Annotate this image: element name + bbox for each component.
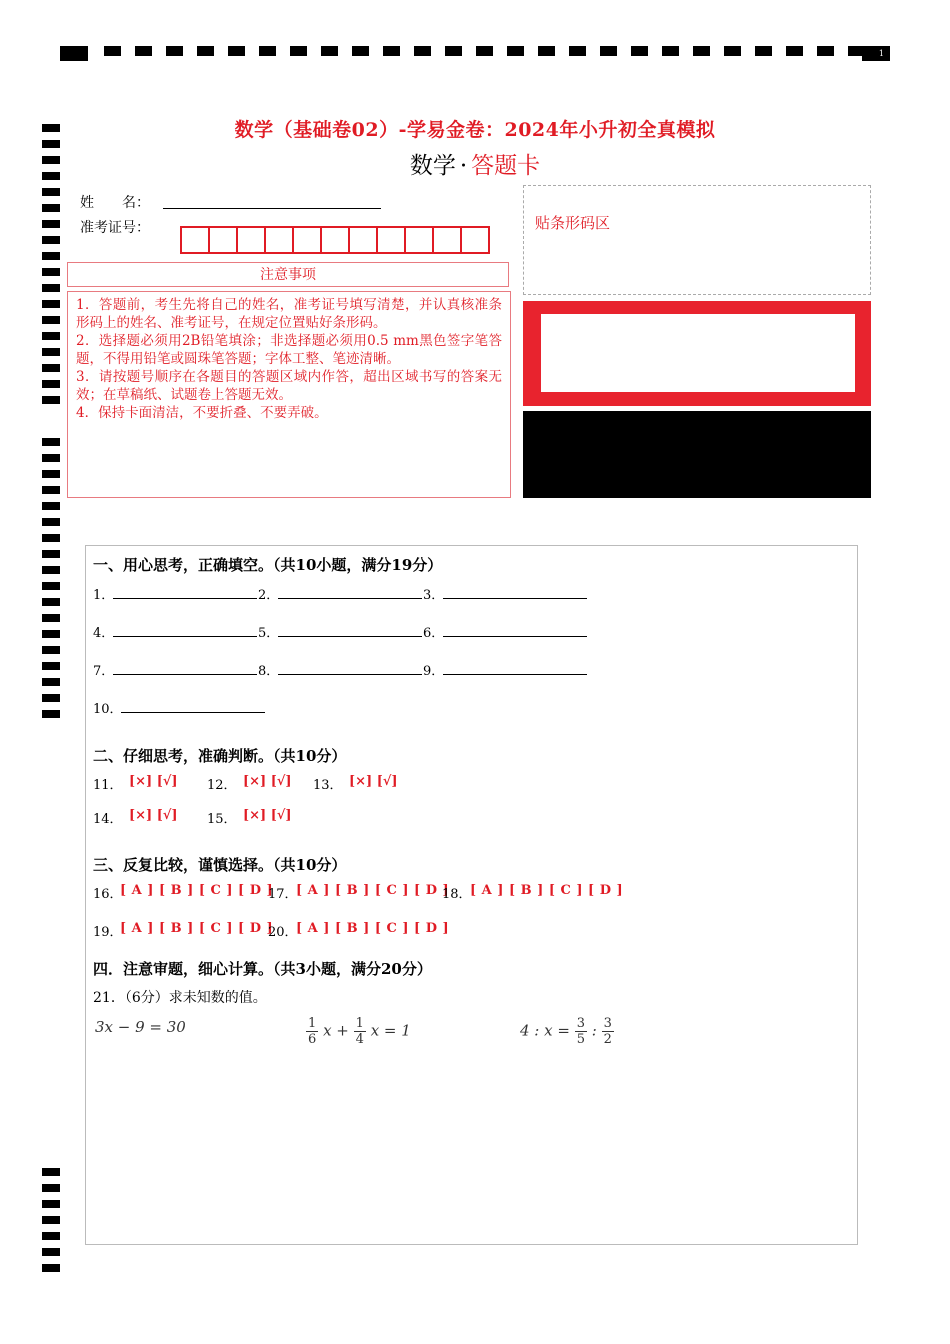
true-false-marks[interactable]: [×] [√] bbox=[243, 774, 292, 789]
section-3-title: 三、反复比较，谨慎选择。（共10分） bbox=[93, 856, 347, 874]
timing-mark bbox=[135, 46, 152, 56]
timing-mark bbox=[724, 46, 741, 56]
timing-mark bbox=[321, 46, 338, 56]
question-number: 17． bbox=[268, 887, 298, 902]
answer-sheet-title bbox=[0, 147, 950, 180]
timing-mark bbox=[259, 46, 276, 56]
name-label: 姓 名： bbox=[80, 195, 150, 211]
timing-mark bbox=[104, 46, 121, 56]
notice-item: 2．选择题必须用2B铅笔填涂；非选择题必须用0.5 mm黑色签字笔答题，不得用铅笔或圆珠笔答题；字体工整、笔迹清晰。 bbox=[76, 333, 502, 367]
question-number: 6． bbox=[423, 626, 445, 641]
name-field[interactable] bbox=[163, 208, 381, 209]
id-digit-box[interactable] bbox=[376, 226, 406, 254]
fraction: $\frac{1}{4}$ bbox=[355, 1016, 364, 1047]
timing-mark bbox=[507, 46, 524, 56]
question-number: 20． bbox=[268, 925, 298, 940]
exam-title: 数学（基础卷02）-学易金卷：2024年小升初全真模拟 bbox=[234, 119, 716, 141]
timing-mark bbox=[414, 46, 431, 56]
timing-mark bbox=[290, 46, 307, 56]
timing-mark bbox=[197, 46, 214, 56]
answer-line[interactable] bbox=[113, 674, 257, 675]
equation-2: $\frac{1}{6}$ x + $\frac{1}{4}$ x = 1 bbox=[308, 1016, 411, 1047]
choice-options[interactable]: [ A ] [ B ] [ C ] [ D ] bbox=[470, 883, 624, 898]
question-number: 19． bbox=[93, 925, 123, 940]
timing-mark bbox=[569, 46, 586, 56]
question-number: 4． bbox=[93, 626, 115, 641]
notice-body bbox=[67, 291, 511, 498]
subject-label: 数学 bbox=[409, 153, 456, 179]
question-number: 5． bbox=[258, 626, 280, 641]
question-number: 9． bbox=[423, 664, 445, 679]
answer-line[interactable] bbox=[443, 598, 587, 599]
answer-line[interactable] bbox=[443, 674, 587, 675]
timing-mark bbox=[662, 46, 679, 56]
section-2-title: 二、仔细思考，准确判断。（共10分） bbox=[93, 747, 347, 765]
question-number: 18． bbox=[442, 887, 472, 902]
question-number: 7． bbox=[93, 664, 115, 679]
answer-line[interactable] bbox=[113, 598, 257, 599]
page-number-mark bbox=[862, 46, 890, 61]
id-digit-box[interactable] bbox=[348, 226, 378, 254]
question-number: 10． bbox=[93, 702, 123, 717]
timing-mark bbox=[538, 46, 555, 56]
question-number: 16． bbox=[93, 887, 123, 902]
answer-line[interactable] bbox=[278, 674, 422, 675]
id-digit-box[interactable] bbox=[180, 226, 210, 254]
timing-mark bbox=[755, 46, 772, 56]
answer-line[interactable] bbox=[278, 636, 422, 637]
question-number: 15． bbox=[207, 812, 237, 827]
question-21: 21．（6分）求未知数的值。 bbox=[93, 990, 267, 1006]
answer-line[interactable] bbox=[443, 636, 587, 637]
question-number: 14． bbox=[93, 812, 123, 827]
timing-mark bbox=[693, 46, 710, 56]
timing-mark bbox=[445, 46, 462, 56]
question-number: 1． bbox=[93, 588, 115, 603]
answer-line[interactable] bbox=[113, 636, 257, 637]
choice-options[interactable]: [ A ] [ B ] [ C ] [ D ] bbox=[296, 883, 450, 898]
choice-options[interactable]: [ A ] [ B ] [ C ] [ D ] bbox=[120, 883, 274, 898]
section-4-title: 四．注意审题，细心计算。（共3小题，满分20分） bbox=[93, 960, 432, 978]
barcode-zone bbox=[523, 185, 871, 295]
id-digit-box[interactable] bbox=[292, 226, 322, 254]
notice-item: 1．答题前，考生先将自己的姓名，准考证号填写清楚，并认真核准条形码上的姓名、准考证号，在规定位置贴好条形码。 bbox=[76, 297, 502, 331]
timing-mark bbox=[817, 46, 834, 56]
fraction: $\frac{3}{5}$ bbox=[576, 1016, 585, 1047]
id-digit-box[interactable] bbox=[320, 226, 350, 254]
answer-line[interactable] bbox=[278, 598, 422, 599]
timing-mark bbox=[786, 46, 803, 56]
id-digit-box[interactable] bbox=[404, 226, 434, 254]
fraction: $\frac{3}{2}$ bbox=[603, 1016, 612, 1047]
timing-mark bbox=[352, 46, 369, 56]
question-number: 3． bbox=[423, 588, 445, 603]
sheet-label: 答题卡 bbox=[471, 153, 541, 179]
notice-heading: 注意事项 bbox=[67, 262, 509, 287]
section-1-title: 一、用心思考，正确填空。（共10小题，满分19分） bbox=[93, 556, 443, 574]
answer-line[interactable] bbox=[121, 712, 265, 713]
timing-mark bbox=[600, 46, 617, 56]
id-label: 准考证号： bbox=[80, 220, 150, 236]
id-number-boxes[interactable] bbox=[180, 226, 488, 254]
fraction: $\frac{1}{6}$ bbox=[308, 1016, 317, 1047]
timing-mark bbox=[228, 46, 245, 56]
id-digit-box[interactable] bbox=[264, 226, 294, 254]
equation-3: 4 : x = $\frac{3}{5}$ : $\frac{3}{2}$ bbox=[520, 1016, 612, 1047]
id-digit-box[interactable] bbox=[432, 226, 462, 254]
id-digit-box[interactable] bbox=[236, 226, 266, 254]
question-number: 11． bbox=[93, 778, 123, 793]
notice-item: 4．保持卡面清洁，不要折叠、不要弄破。 bbox=[76, 405, 328, 421]
timing-mark bbox=[631, 46, 648, 56]
timing-mark bbox=[476, 46, 493, 56]
true-false-marks[interactable]: [×] [√] bbox=[349, 774, 398, 789]
question-number: 13． bbox=[313, 778, 343, 793]
question-number: 12． bbox=[207, 778, 237, 793]
choice-options[interactable]: [ A ] [ B ] [ C ] [ D ] bbox=[296, 921, 450, 936]
question-number: 8． bbox=[258, 664, 280, 679]
equation-1: 3x − 9 = 30 bbox=[95, 1018, 186, 1036]
notice-item: 3．请按题号顺序在各题目的答题区域内作答，超出区域书写的答案无效；在草稿纸、试题卷上答题无效。 bbox=[76, 369, 502, 403]
id-digit-box[interactable] bbox=[208, 226, 238, 254]
id-digit-box[interactable] bbox=[460, 226, 490, 254]
true-false-marks[interactable]: [×] [√] bbox=[243, 808, 292, 823]
timing-mark bbox=[383, 46, 400, 56]
separator-dot: · bbox=[459, 153, 468, 179]
question-number: 2． bbox=[258, 588, 280, 603]
page-number: 1 bbox=[878, 49, 884, 58]
absence-mark-box[interactable] bbox=[541, 314, 855, 392]
true-false-marks[interactable]: [×] [√] bbox=[129, 808, 178, 823]
timing-mark bbox=[166, 46, 183, 56]
choice-options[interactable]: [ A ] [ B ] [ C ] [ D ] bbox=[120, 921, 274, 936]
scan-block bbox=[523, 411, 871, 498]
timing-mark bbox=[60, 46, 88, 61]
barcode-label: 贴条形码区 bbox=[535, 214, 611, 232]
true-false-marks[interactable]: [×] [√] bbox=[129, 774, 178, 789]
